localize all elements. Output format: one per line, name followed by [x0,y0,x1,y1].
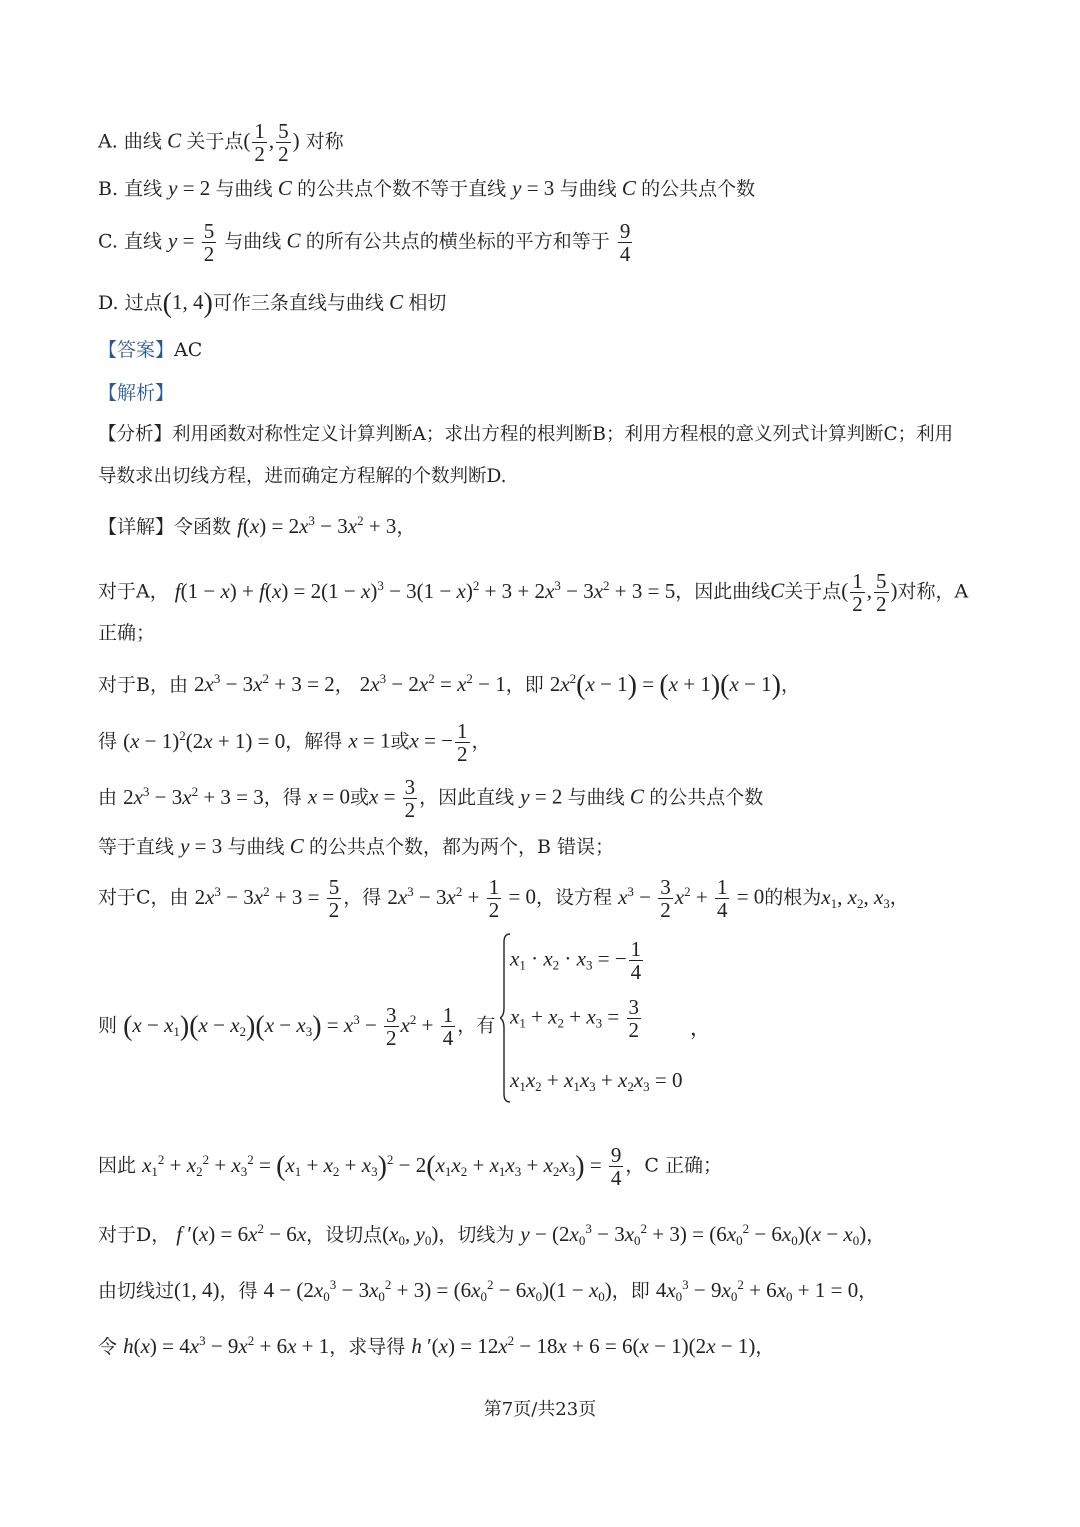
summary-line1: 【分析】利用函数对称性定义计算判断A；求出方程的根判断B；利用方程根的意义列式计算判断C；利用 [98,424,954,445]
answer-value: AC [174,339,203,361]
option-b: B. 直线 y = 2 与曲线 C 的公共点个数不等于直线 y = 3 与曲线 C 的公共点个数 [98,176,756,200]
detail-d2: 由切线过(1, 4)，得 $4 - (2x_0^3 - 3x_0^2 + 3) = (6x_0^2 - 6x_0)(1 - x_0)$，即 $4x_0^3 - 9x_0^2 + 6x_0 + 1 = 0$， [98,1277,878,1304]
detail-a: 对于A， $f(1 - x) + f(x) = 2(1 - x)^3 - 3(1 - x)^2 + 3 + 2x^3 - 3x^2 + 3 = 5$，因此曲线C关于点( $\frac{1}{2}$ , $\frac{5}{2}$ )对称，A [98,569,969,617]
detail-c3: 因此 $x_1^2 + x_2^2 + x_3^2 = (x_1 + x_2 + x_3)^2 - 2(x_1x_2 + x_1x_3 + x_2x_3)$ = $\frac{9}{4}$ ，C 正确； [98,1143,722,1191]
option-d-label: D. [98,292,119,314]
detail-b1: 对于B，由 $2x^3 - 3x^2 + 3 = 2$， $2x^3 - 2x^2 = x^2 - 1$，即 $2x^2(x - 1) = (x + 1)(x - 1)$， [98,670,800,701]
option-b-label: B. [98,178,119,200]
detail-c1: 对于C，由 $2x^3 - 3x^2 + 3$ = $\frac{5}{2}$ ，得 $2x^3 - 3x^2$ + $\frac{1}{2}$ = 0，设方程 $x^3$ − $\frac{3}{2}$ $x^2$ + $\frac{1}{4}$ = 0的根为$x_1$, $x_2$, $x_3$， [98,875,909,923]
option-c: C. 直线 y = $\frac{5}{2}$ 与曲线 C 的所有公共点的横坐标的平方和等于 $\frac{9}{4}$ [98,219,631,267]
detail-d1: 对于D， f $'(x) = 6x^2 - 6x$，设切点($x_0$, $y_0$)，切线为 $y - (2x_0^3 - 3x_0^2 + 3) = (6x_0^2 - 6x_0)(x - x_0)$， [98,1221,886,1248]
option-c-label: C. [98,230,118,253]
detail-d3: 令 $h(x) = 4x^3 - 9x^2 + 6x + 1$，求导得 h $'(x) = 12x^2 - 18x + 6 = 6(x - 1)(2x - 1)$， [98,1333,775,1358]
summary-line2: 导数求出切线方程，进而确定方程解的个数判断D. [98,466,507,487]
answer-line [98,341,202,360]
detail-b2: 得 $(x - 1)^2(2x + 1) = 0$，解得 x = 1或x = − $\frac{1}{2}$ ， [98,719,491,767]
answer-tag: 【答案】 [98,339,175,361]
option-a: A. 曲线 C 关于点( $\frac{1}{2}$ , $\frac{5}{2}$ ) 对称 [98,119,344,167]
page-footer: 第7页/共23页 [483,1399,597,1420]
detail-b4: 等于直线 y = 3 与曲线 C 的公共点个数，都为两个，B 错误； [98,834,615,858]
detail-intro: 【详解】令函数 $f(x) = 2x^3 - 3x^2 + 3$， [98,513,416,538]
analysis-tag: 【解析】 [98,382,175,404]
detail-b3: 由 $2x^3 - 3x^2 + 3 = 3$，得 x = 0或x = $\frac{3}{2}$ ，因此直线 y = 2 与曲线 C 的公共点个数 [98,775,764,823]
option-a-label: A. [98,130,118,153]
option-d: D. 过点(1, 4)可作三条直线与曲线 C 相切 [98,288,447,319]
detail-a-correct: 正确； [98,622,156,644]
detail-c2: 则 $(x - x_1)(x - x_2)(x - x_3) = x^3$ − $\frac{3}{2}$ $x^2$ + $\frac{1}{4}$ ，有 [98,1003,496,1051]
vieta-system: $x_1 \cdot x_2 \cdot x_3$ = − $\frac{1}{4}$ $x_1 + x_2 + x_3$ = $\frac{3}{2}$ $x_1x_2 + x_1x_3 + x_2x_3 = 0$ [500,932,700,1104]
